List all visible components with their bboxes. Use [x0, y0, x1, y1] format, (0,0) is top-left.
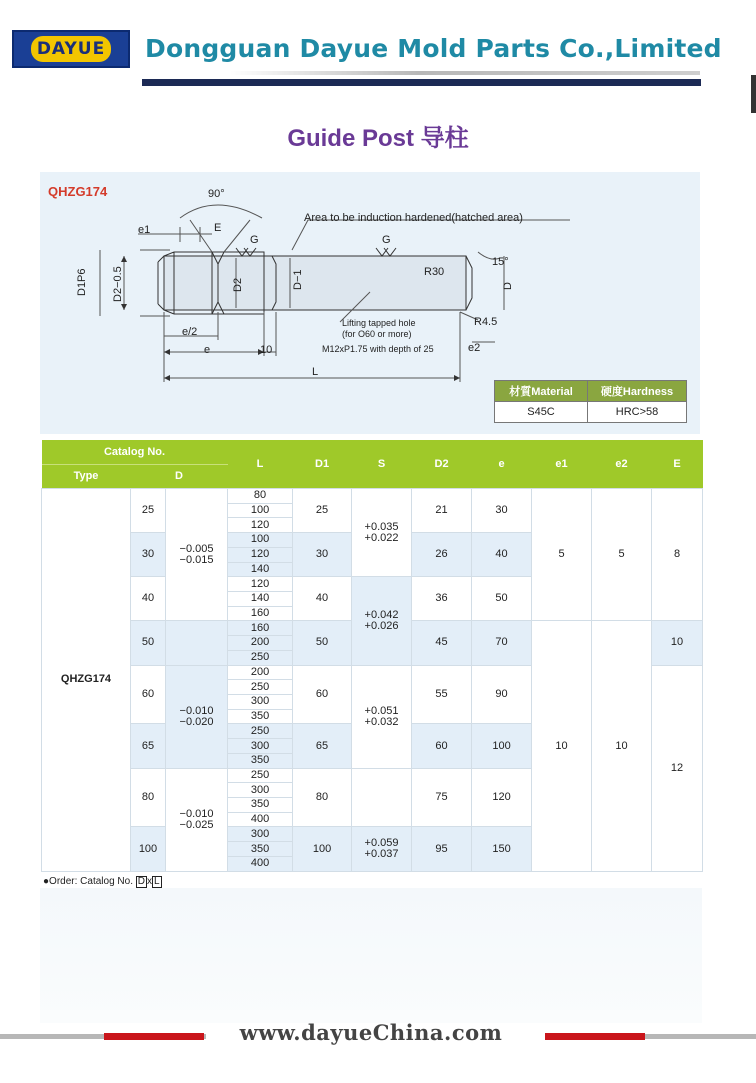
D-cell: 100 — [131, 827, 166, 872]
D1-cell: 30 — [293, 533, 352, 577]
e2-header: e2 — [592, 440, 652, 488]
L-cell: 300 — [228, 783, 293, 798]
footer-accent-right — [545, 1033, 645, 1040]
order-D-box: D — [137, 876, 145, 887]
D2-cell: 95 — [412, 827, 472, 872]
page-title: Guide Post 导柱 — [287, 125, 469, 152]
L-cell: 200 — [228, 636, 293, 651]
D1-cell: 100 — [293, 827, 352, 872]
header-shadow-line — [230, 71, 700, 75]
hardened-area-label: Area to be induction hardened(hatched area) — [304, 212, 523, 224]
D-tolerance-cell: −0.010 −0.025 — [166, 768, 228, 871]
D1-cell: 80 — [293, 768, 352, 827]
R45-label: R4.5 — [474, 316, 498, 328]
D-tolerance-blank — [166, 621, 228, 665]
technical-drawing — [40, 172, 700, 434]
e1-cell: 10 — [532, 621, 592, 872]
D1-cell: 25 — [293, 488, 352, 532]
L-cell: 300 — [228, 739, 293, 754]
D2-cell: 75 — [412, 768, 472, 827]
logo-text: DAYUE — [31, 36, 111, 62]
D-cell: 80 — [131, 768, 166, 827]
D2-cell: 55 — [412, 665, 472, 724]
e1-cell: 5 — [532, 488, 592, 620]
L-cell: 400 — [228, 856, 293, 871]
order-L-box: L — [153, 876, 160, 887]
D-cell: 30 — [131, 533, 166, 577]
lifting-hole-label: Lifting tapped hole — [342, 318, 416, 328]
D2-cell: 36 — [412, 577, 472, 621]
L-cell: 80 — [228, 488, 293, 503]
D-cell: 25 — [131, 488, 166, 532]
e-cell: 120 — [472, 768, 532, 827]
D2-label: D2 — [232, 277, 244, 292]
L-cell: 350 — [228, 842, 293, 857]
L-cell: 250 — [228, 650, 293, 665]
e-cell: 40 — [472, 533, 532, 577]
e-cell: 50 — [472, 577, 532, 621]
S-blank — [352, 768, 412, 827]
material-header: 材質Material — [495, 381, 588, 402]
D1-header: D1 — [293, 440, 352, 488]
D2-minus-label: D2−0.5 — [112, 266, 124, 302]
D1P6-label: D1P6 — [76, 268, 88, 296]
angle-15-label: 15° — [492, 256, 509, 268]
D-minus-1-label: D−1 — [292, 269, 304, 290]
L-cell: 300 — [228, 695, 293, 710]
lifting-hole-note: (for O60 or more) — [342, 329, 412, 339]
e-cell: 150 — [472, 827, 532, 872]
header-rule — [142, 79, 701, 86]
D-cell: 60 — [131, 665, 166, 724]
D-label: D — [502, 282, 514, 290]
L-cell: 350 — [228, 798, 293, 813]
E-header: E — [652, 440, 703, 488]
hardness-value: HRC>58 — [588, 402, 687, 423]
L-cell: 100 — [228, 503, 293, 518]
L-cell: 160 — [228, 606, 293, 621]
S-tolerance-cell: +0.059 +0.037 — [352, 827, 412, 872]
D1-cell: 40 — [293, 577, 352, 621]
e1-header: e1 — [532, 440, 592, 488]
L-cell: 250 — [228, 680, 293, 695]
edge-mark — [751, 75, 756, 113]
catalog-header: Catalog No. — [42, 440, 228, 464]
D1-cell: 65 — [293, 724, 352, 768]
e2-cell: 5 — [592, 488, 652, 620]
type-cell: QHZG174 — [42, 488, 131, 871]
D2-cell: 60 — [412, 724, 472, 768]
faded-background-area — [40, 888, 702, 1023]
L-cell: 100 — [228, 533, 293, 548]
e-cell: 100 — [472, 724, 532, 768]
G-label-head: G — [250, 234, 259, 246]
L-cell: 250 — [228, 724, 293, 739]
e2-cell: 10 — [592, 621, 652, 872]
E-cell: 8 — [652, 488, 703, 620]
e1-label: e1 — [138, 224, 151, 236]
e2-label: e2 — [468, 342, 481, 354]
L-cell: 350 — [228, 753, 293, 768]
L-cell: 140 — [228, 591, 293, 606]
material-table — [494, 380, 687, 423]
hardness-header: 硬度Hardness — [588, 381, 687, 402]
L-cell: 120 — [228, 577, 293, 592]
angle-90-label: 90° — [208, 188, 225, 200]
spec-table — [41, 440, 703, 872]
company-logo — [12, 30, 130, 68]
thread-label: M12xP1.75 with depth of 25 — [322, 344, 434, 354]
D-tolerance-cell: −0.010 −0.020 — [166, 665, 228, 768]
ten-label: 10 — [260, 344, 273, 356]
D-cell: 65 — [131, 724, 166, 768]
D-cell: 40 — [131, 577, 166, 621]
E-label: E — [214, 222, 222, 234]
company-name: Dongguan Dayue Mold Parts Co.,Limited — [145, 34, 722, 63]
E-cell: 12 — [652, 665, 703, 871]
S-tolerance-cell: +0.042 +0.026 — [352, 577, 412, 665]
e-cell: 70 — [472, 621, 532, 665]
D2-cell: 21 — [412, 488, 472, 532]
e-cell: 30 — [472, 488, 532, 532]
D2-cell: 26 — [412, 533, 472, 577]
footer-accent-left — [104, 1033, 204, 1040]
L-cell: 160 — [228, 621, 293, 636]
material-value: S45C — [495, 402, 588, 423]
type-header: Type — [42, 464, 131, 488]
E-cell: 10 — [652, 621, 703, 665]
e-cell: 90 — [472, 665, 532, 724]
R30-label: R30 — [424, 266, 445, 278]
D1-cell: 50 — [293, 621, 352, 665]
D2-cell: 45 — [412, 621, 472, 665]
L-cell: 400 — [228, 812, 293, 827]
D-header: D — [131, 464, 228, 488]
e-header: e — [472, 440, 532, 488]
D-cell: 50 — [131, 621, 166, 665]
L-header: L — [228, 440, 293, 488]
S-tolerance-cell: +0.051 +0.032 — [352, 665, 412, 768]
footer-url[interactable]: www.dayueChina.com — [239, 1020, 503, 1045]
e-label: e — [204, 344, 211, 356]
drawing-code: QHZG174 — [48, 184, 108, 199]
order-note: ●Order: Catalog No. D x L — [43, 876, 160, 887]
L-cell: 250 — [228, 768, 293, 783]
D-tolerance-cell: −0.005 −0.015 — [166, 488, 228, 620]
e-half-label: e/2 — [182, 326, 198, 338]
L-cell: 200 — [228, 665, 293, 680]
L-cell: 300 — [228, 827, 293, 842]
D1-cell: 60 — [293, 665, 352, 724]
L-cell: 120 — [228, 547, 293, 562]
S-tolerance-cell: +0.035 +0.022 — [352, 488, 412, 576]
G-label-body: G — [382, 234, 391, 246]
D2-header: D2 — [412, 440, 472, 488]
L-cell: 350 — [228, 709, 293, 724]
L-cell: 120 — [228, 518, 293, 533]
L-cell: 140 — [228, 562, 293, 577]
L-label: L — [312, 366, 319, 378]
S-header: S — [352, 440, 412, 488]
